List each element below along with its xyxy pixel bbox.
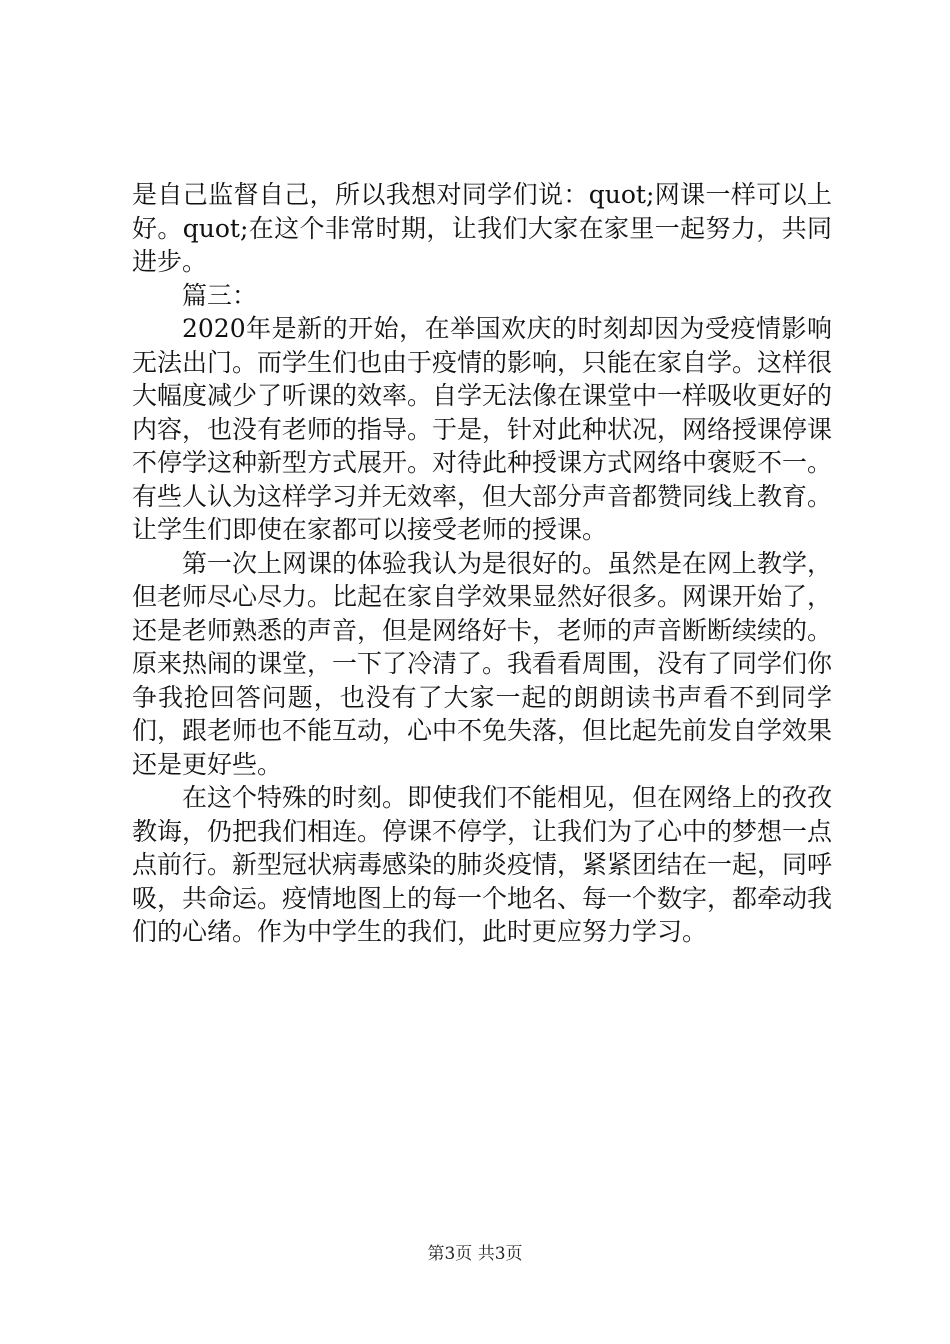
document-body: [132, 178, 832, 949]
page-footer: 第3页 共3页: [427, 1244, 523, 1264]
paragraph: 第一次上网课的体验我认为是很好的。虽然是在网上教学，但老师尽心尽力。比起在家自学效果显然好很多。网课开始了，还是老师熟悉的声音，但是网络好卡，老师的声音断断续续的。原来热闹的课堂，一下了冷清了。我看看周围，没有了同学们你争我抢回答问题，也没有了大家一起的朗朗读书声看不到同学们，跟老师也不能互动，心中不免失落，但比起先前发自学效果还是更好些。: [132, 548, 833, 779]
paragraph-continuation: 是自己监督自己，所以我想对同学们说：quot;网课一样可以上好。quot;在这个非常时期，让我们大家在家里一起努力，共同进步。: [132, 180, 832, 276]
paragraph: 2020年是新的开始，在举国欢庆的时刻却因为受疫情影响无法出门。而学生们也由于疫情的影响，只能在家自学。这样很大幅度减少了听课的效率。自学无法像在课堂中一样吸收更好的内容，也没有老师的指导。于是，针对此种状况，网络授课停课不停学这种新型方式展开。对待此种授课方式网络中褒贬不一。有些人认为这样学习并无效率，但大部分声音都赞同线上教育。让学生们即使在家都可以接受老师的授课。: [132, 314, 833, 544]
section-heading: 篇三：: [182, 280, 258, 310]
paragraph: 在这个特殊的时刻。即使我们不能相见，但在网络上的孜孜教诲，仍把我们相连。停课不停学，让我们为了心中的梦想一点点前行。新型冠状病毒感染的肺炎疫情，紧紧团结在一起，同呼吸，共命运。疫情地图上的每一个地名、每一个数字，都牵动我们的心绪。作为中学生的我们，此时更应努力学习。: [132, 783, 833, 946]
